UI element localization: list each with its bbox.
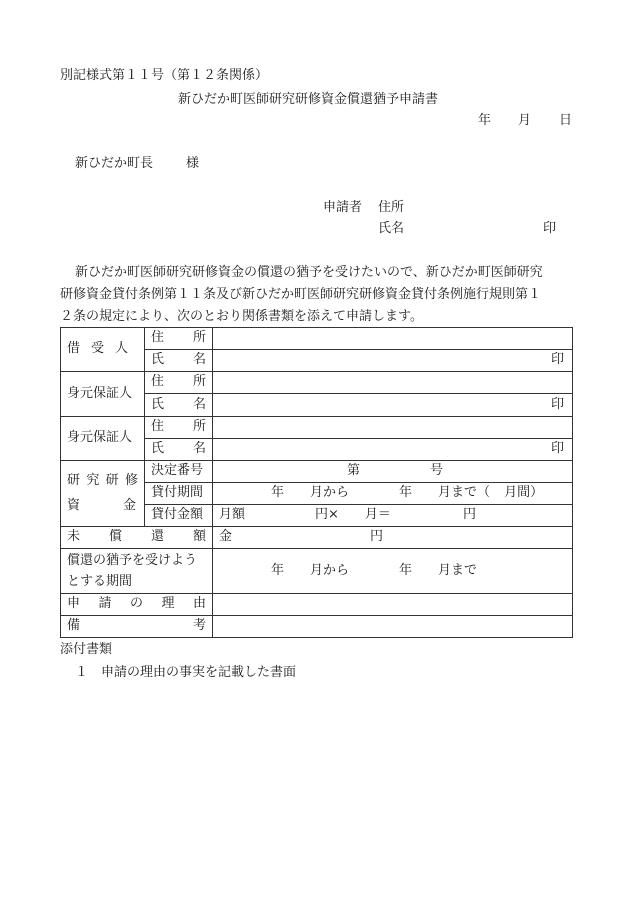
loan-period-year2: 年	[399, 485, 413, 501]
borrower-seal: 印	[550, 352, 564, 368]
body-line-2: 研修資金貸付条例第１１条及び新ひだか町医師研究研修資金貸付条例施行規則第１	[60, 287, 542, 302]
unpaid-amount-field[interactable]	[213, 527, 573, 549]
guarantor2-seal: 印	[550, 440, 564, 456]
applicant-address-label: 住所	[378, 200, 405, 215]
loan-period-from: 月から	[310, 485, 350, 501]
date-day: 日	[559, 113, 573, 128]
decision-number-dai: 第	[347, 463, 361, 479]
borrower-name-field[interactable]	[213, 350, 573, 372]
loan-amount-months-eq: 月＝	[364, 507, 391, 523]
applicant-label: 申請者	[323, 200, 363, 215]
loan-amount-yen-times: 円×	[315, 507, 339, 523]
fund-label	[61, 460, 145, 526]
guarantor2-name-label: 氏名	[145, 438, 213, 460]
loan-amount-field[interactable]	[213, 505, 573, 527]
unpaid-amount-prefix: 金	[219, 529, 233, 545]
decision-number-go: 号	[430, 463, 444, 479]
guarantor2-address-label: 住所	[145, 416, 213, 438]
borrower-label: 借受人	[61, 328, 145, 372]
application-table	[60, 327, 573, 638]
addressee-honorific: 様	[186, 156, 200, 171]
attachments-heading: 添付書類	[60, 642, 113, 657]
decision-number-label: 決定番号	[145, 460, 213, 482]
loan-period-until: 月まで（	[438, 485, 491, 501]
unpaid-amount-yen: 円	[370, 529, 384, 545]
borrower-address-label: 住所	[145, 328, 213, 350]
guarantor1-address-field[interactable]	[213, 372, 573, 394]
guarantor1-name-label: 氏名	[145, 394, 213, 416]
body-line-1: 新ひだか町医師研究研修資金の償還の猶予を受けたいので、新ひだか町医師研究	[75, 265, 543, 280]
reason-label: 申請の理由	[61, 593, 213, 615]
guarantor2-address-field[interactable]	[213, 416, 573, 438]
guarantor2-label: 身元保証人	[61, 416, 145, 460]
deferral-period-label: 償還の猶予を受けようとする期間	[61, 549, 213, 593]
fund-label-line2: 資金	[67, 497, 136, 513]
deferral-from: 月から	[310, 562, 350, 578]
addressee-name: 新ひだか町長	[75, 156, 154, 171]
attachment-item-text: 申請の理由の事実を記載した書面	[101, 665, 297, 680]
guarantor2-name-field[interactable]	[213, 438, 573, 460]
loan-amount-label: 貸付金額	[145, 505, 213, 527]
loan-amount-yen: 円	[462, 507, 476, 523]
applicant-seal: 印	[543, 221, 557, 236]
deferral-period-field[interactable]	[213, 549, 573, 593]
loan-period-label: 貸付期間	[145, 482, 213, 504]
date-year: 年	[478, 113, 492, 128]
fund-label-line1: 研究研修	[67, 472, 138, 488]
deferral-year2: 年	[399, 562, 413, 578]
guarantor1-seal: 印	[550, 396, 564, 412]
unpaid-amount-label: 未償還額	[61, 527, 213, 549]
borrower-address-field[interactable]	[213, 328, 573, 350]
borrower-name-label: 氏名	[145, 350, 213, 372]
form-number: 別記様式第１１号（第１２条関係）	[60, 68, 269, 83]
date-month: 月	[518, 113, 532, 128]
loan-period-months: 月間）	[504, 485, 544, 501]
remarks-field[interactable]	[213, 615, 573, 637]
applicant-name-label: 氏名	[378, 221, 405, 236]
document-title: 新ひだか町医師研究研修資金償還猶予申請書	[178, 92, 439, 107]
attachment-item	[75, 666, 296, 679]
guarantor1-name-field[interactable]	[213, 394, 573, 416]
reason-field[interactable]	[213, 593, 573, 615]
remarks-label: 備考	[61, 615, 213, 637]
body-line-3: ２条の規定により、次のとおり関係書類を添えて申請します。	[60, 309, 423, 324]
loan-amount-monthly: 月額	[219, 507, 246, 523]
guarantor1-address-label: 住所	[145, 372, 213, 394]
deferral-until: 月まで	[438, 562, 478, 578]
loan-period-field[interactable]	[213, 482, 573, 504]
attachment-item-number: １	[75, 665, 89, 680]
loan-period-year1: 年	[271, 485, 285, 501]
deferral-year1: 年	[271, 562, 285, 578]
guarantor1-label: 身元保証人	[61, 372, 145, 416]
decision-number-field[interactable]	[213, 460, 573, 482]
